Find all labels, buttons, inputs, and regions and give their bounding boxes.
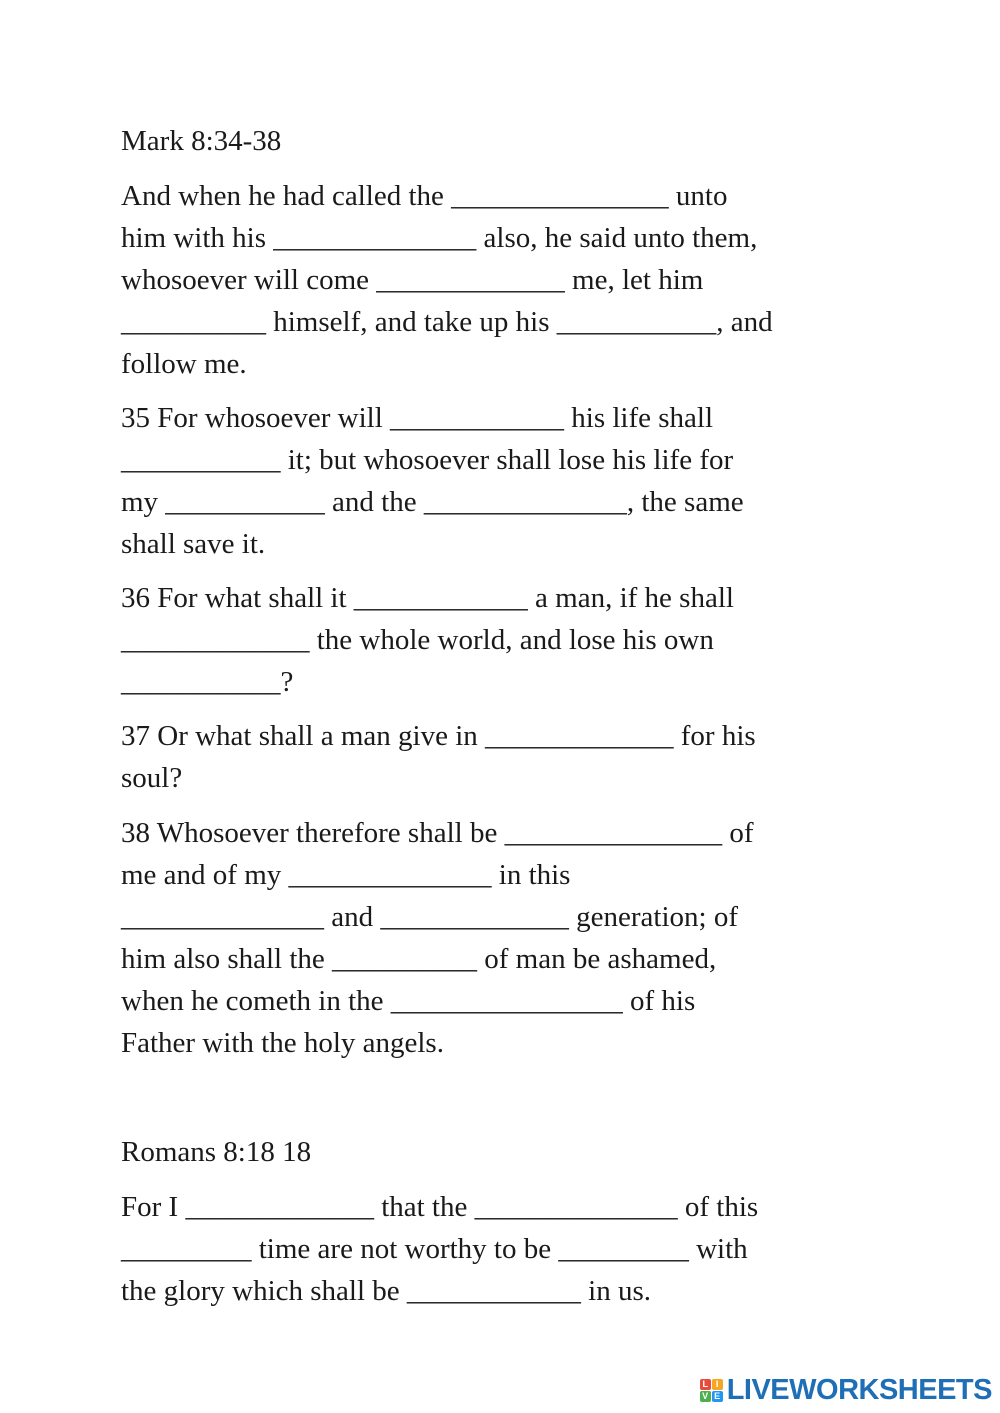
text-line: __________ himself, and take up his ___________, and (121, 306, 773, 338)
text-line: my ___________ and the ______________, the same (121, 486, 744, 518)
text-line: whosoever will come _____________ me, let him (121, 264, 704, 296)
logo-square-l: L (700, 1379, 711, 1390)
paragraph-verse-37 (121, 715, 756, 799)
paragraph-verse-36 (121, 577, 734, 703)
section-heading-mark: Mark 8:34-38 (121, 125, 282, 157)
text-line: 38 Whosoever therefore shall be _______________ of (121, 817, 754, 849)
text-line: And when he had called the _______________ unto (121, 180, 728, 212)
text-line: shall save it. (121, 528, 266, 560)
text-line: him also shall the __________ of man be ashamed, (121, 943, 717, 975)
text-line: follow me. (121, 348, 247, 380)
text-line: ___________ it; but whosoever shall lose his life for (121, 444, 734, 476)
liveworksheets-logo (700, 1374, 992, 1407)
text-line: Father with the holy angels. (121, 1027, 444, 1059)
paragraph-verse-35 (121, 397, 744, 565)
text-line: For I _____________ that the ______________ of this (121, 1191, 759, 1223)
text-line: ______________ and _____________ generation; of (121, 901, 738, 933)
text-line: 35 For whosoever will ____________ his life shall (121, 402, 714, 434)
text-line: soul? (121, 762, 183, 794)
text-line: when he cometh in the ________________ of his (121, 985, 696, 1017)
text-line: him with his ______________ also, he said unto them, (121, 222, 758, 254)
paragraph-verse-38 (121, 812, 753, 1064)
paragraph-verse-34 (121, 175, 773, 385)
paragraph-romans (121, 1186, 758, 1312)
text-line: ___________? (121, 666, 294, 698)
text-line: _________ time are not worthy to be _________ with (121, 1233, 748, 1265)
logo-square-v: V (700, 1391, 711, 1402)
text-line: _____________ the whole world, and lose his own (121, 624, 714, 656)
text-line: me and of my ______________ in this (121, 859, 571, 891)
text-line: the glory which shall be ____________ in us. (121, 1275, 652, 1307)
logo-square-i: I (712, 1379, 723, 1390)
logo-square-e: E (712, 1391, 723, 1402)
text-line: 36 For what shall it ____________ a man, if he shall (121, 582, 734, 614)
text-line: 37 Or what shall a man give in _____________ for his (121, 720, 756, 752)
logo-text: LIVEWORKSHEETS (726, 1374, 992, 1406)
logo-mark-icon (700, 1379, 723, 1402)
section-heading-romans: Romans 8:18 18 (121, 1136, 312, 1168)
